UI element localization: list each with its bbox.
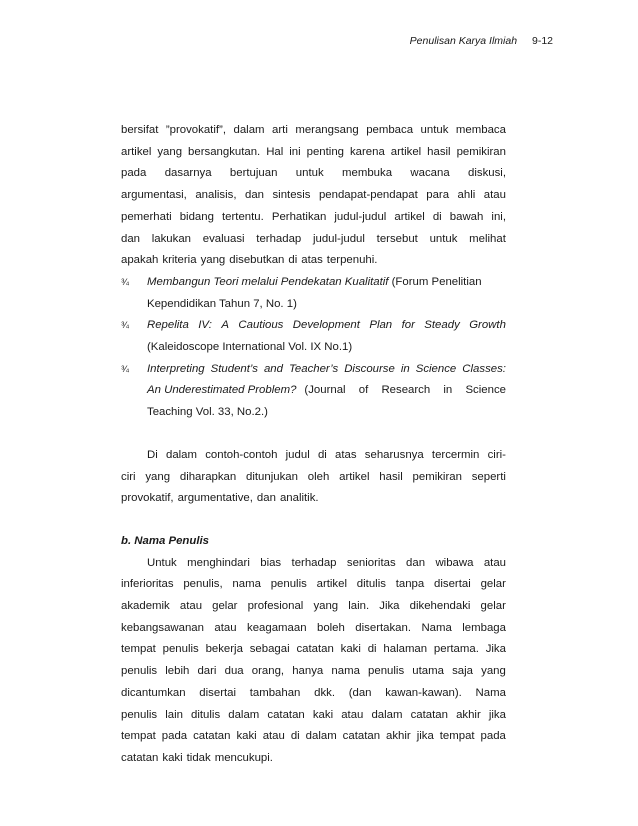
word: atau	[179, 600, 203, 613]
word: catatan	[121, 751, 159, 764]
word: penting	[306, 145, 345, 158]
reference-title: Membangun Teori melalui Pendekatan Kualitatif	[147, 275, 389, 288]
word: merangsang	[295, 124, 359, 136]
word: tanpa	[395, 578, 425, 591]
word: pemikiran	[456, 145, 506, 158]
word: yang	[481, 665, 506, 678]
word: wibawa	[435, 556, 474, 569]
word: lebih	[165, 665, 190, 678]
word: apakah	[121, 254, 159, 267]
text-line	[121, 705, 506, 727]
word: utama	[412, 665, 444, 678]
text-line	[121, 748, 506, 770]
word: wacana	[410, 167, 450, 180]
reference-line	[121, 380, 506, 402]
word: catatan	[193, 730, 231, 743]
word: Nama	[421, 621, 452, 634]
word: untuk	[295, 167, 324, 180]
word: of	[358, 384, 369, 397]
word: Repelita	[147, 319, 189, 332]
word: orang,	[251, 665, 285, 678]
word: penulis	[270, 578, 307, 591]
word: tercermin	[431, 448, 480, 461]
word: tempat	[121, 730, 156, 743]
word: nama	[331, 665, 360, 678]
word: disebutkan	[229, 254, 285, 267]
word: disertai	[199, 686, 237, 699]
word: mencukupi.	[214, 751, 273, 764]
reference-source	[304, 380, 506, 402]
word: untuk	[429, 232, 458, 245]
word: artikel	[339, 470, 370, 483]
word: kaki	[162, 751, 183, 764]
bullet-marker: ¾	[121, 276, 129, 288]
word: boleh	[316, 621, 345, 634]
word: penulis	[121, 708, 158, 721]
word: dasarnya	[164, 167, 212, 180]
word: ini	[289, 145, 301, 158]
word: (dan	[348, 686, 372, 699]
word: sintesis	[272, 189, 311, 202]
reference-title	[121, 359, 506, 381]
word: diskusi,	[468, 167, 506, 180]
word: bias	[260, 556, 282, 569]
word: arti	[272, 124, 288, 136]
word: Research	[381, 384, 431, 397]
paragraph-examples	[121, 445, 506, 510]
word: pemikiran	[412, 470, 462, 483]
word: dan	[121, 232, 141, 245]
word: di	[290, 730, 300, 743]
word: Discourse	[344, 362, 395, 375]
word: lakukan	[151, 232, 192, 245]
word: Perhatikan	[271, 210, 327, 223]
word: seperti	[471, 470, 506, 483]
word: terhadap	[291, 556, 337, 569]
word: disertai	[434, 578, 471, 591]
word: dari	[197, 665, 217, 678]
word: jika	[416, 730, 434, 743]
word: dalam	[371, 708, 403, 721]
word: senioritas	[346, 556, 396, 569]
word: argumentasi,	[121, 189, 187, 202]
word: dalam	[233, 124, 265, 136]
word: disertakan.	[355, 621, 412, 634]
word: ”provokatif”,	[165, 124, 226, 136]
word: Untuk	[147, 556, 177, 569]
word: atau	[341, 708, 364, 721]
word: artikel	[394, 210, 425, 223]
word: Jika	[379, 600, 400, 613]
reference-source-cont: Teaching Vol. 33, No.2.)	[147, 406, 268, 419]
word: penulis	[121, 665, 158, 678]
paragraph-nama-penulis	[121, 553, 506, 770]
word: pertama.	[433, 643, 479, 656]
word: Di	[147, 448, 158, 461]
word: kaki	[236, 730, 257, 743]
word: gelar	[212, 600, 238, 613]
word: profesional	[247, 600, 304, 613]
word: Steady	[424, 319, 460, 332]
word: Cautious	[238, 319, 284, 332]
word: Science	[465, 384, 506, 397]
bullet-marker: ¾	[121, 320, 129, 332]
word: kaki	[312, 708, 334, 721]
word: Student’s	[210, 362, 258, 375]
word: ditulis	[356, 578, 386, 591]
word: for	[401, 319, 415, 332]
word: kebangsawanan	[121, 621, 204, 634]
word: terhadap	[256, 232, 302, 245]
word: yang	[145, 470, 171, 483]
word: oleh	[307, 470, 330, 483]
reference-source: (Forum Penelitian	[391, 275, 482, 288]
word: catatan	[342, 730, 381, 743]
text-line	[121, 596, 506, 618]
word: artikel	[121, 145, 152, 158]
word: Development	[292, 319, 360, 332]
text-line	[121, 120, 506, 142]
word: Nama	[475, 686, 506, 699]
word: penulis,	[183, 578, 223, 591]
text-line	[121, 185, 506, 207]
word: (Journal	[304, 384, 346, 397]
word: atau	[214, 621, 237, 634]
text-line	[121, 163, 506, 185]
word: dan	[406, 556, 426, 569]
word: tempat	[439, 730, 475, 743]
text-line	[121, 683, 506, 705]
word: ditulis	[191, 708, 221, 721]
word: atau	[483, 189, 506, 202]
document-body	[121, 120, 506, 770]
text-line	[121, 467, 506, 489]
word: tambahan	[249, 686, 301, 699]
word: melihat	[469, 232, 506, 245]
word: analisis,	[195, 189, 237, 202]
word: in	[400, 362, 410, 375]
word: dan	[244, 189, 264, 202]
word: kaki	[340, 643, 361, 656]
word: para	[426, 189, 450, 202]
text-line	[121, 488, 506, 510]
word: membaca	[455, 124, 506, 136]
word: keagamaan	[247, 621, 307, 634]
page-number: 9-12	[531, 35, 553, 47]
word: akhir	[456, 708, 481, 721]
word: IV:	[198, 319, 212, 332]
word: penulis	[368, 665, 405, 678]
word: penulis	[162, 643, 199, 656]
section-heading: b. Nama Penulis	[121, 534, 209, 547]
word: pada	[480, 730, 506, 743]
word: Plan	[369, 319, 393, 332]
word: gelar	[480, 578, 506, 591]
word: hasil	[379, 470, 403, 483]
reference-title-cont: An Underestimated Problem?	[147, 384, 297, 397]
word: ciri	[121, 470, 136, 483]
text-line	[121, 229, 506, 251]
reference-line	[121, 272, 506, 294]
reference-item	[121, 315, 506, 358]
word: hasil	[427, 145, 451, 158]
word: di	[432, 210, 442, 223]
word: dicantumkan	[121, 686, 186, 699]
word: pada	[121, 167, 147, 180]
word: sebagai	[249, 643, 290, 656]
word: kriteria	[162, 254, 197, 267]
text-line	[121, 142, 506, 164]
word: seharusnya	[364, 448, 424, 461]
word: jika	[488, 708, 506, 721]
text-line	[121, 250, 506, 272]
word: yang	[200, 254, 226, 267]
word: dua	[224, 665, 244, 678]
reference-item	[121, 272, 506, 315]
word: akademik	[121, 600, 170, 613]
word: tertentu.	[222, 210, 264, 223]
word: artikel	[390, 145, 422, 158]
word: bidang	[179, 210, 214, 223]
word: ditunjukan	[246, 470, 298, 483]
word: provokatif,	[121, 492, 174, 505]
word: yang	[313, 600, 339, 613]
word: menghindari	[187, 556, 250, 569]
word: lain.	[348, 600, 370, 613]
page-header	[410, 35, 553, 47]
text-line	[121, 445, 506, 467]
word: ciri-	[487, 448, 506, 461]
word: dikehendaki	[409, 600, 471, 613]
word: tidak	[186, 751, 211, 764]
word: inferioritas	[121, 578, 174, 591]
word: Classes:	[462, 362, 506, 375]
word: Teacher’s	[288, 362, 339, 375]
word: argumentative,	[177, 492, 253, 505]
text-line	[121, 553, 506, 575]
reference-item	[121, 359, 506, 424]
word: tempat	[121, 643, 156, 656]
word: pada	[161, 730, 188, 743]
word: judul-judul	[334, 210, 387, 223]
word: lembaga	[462, 621, 506, 634]
text-line	[121, 661, 506, 683]
reference-source-cont: (Kaleidoscope International Vol. IX No.1)	[147, 341, 353, 354]
word: dalam	[165, 448, 198, 461]
word: nama	[232, 578, 261, 591]
word: Interpreting	[147, 362, 205, 375]
word: tersebut	[376, 232, 418, 245]
word: Growth	[469, 319, 506, 332]
word: atas	[301, 254, 323, 267]
word: terpenuhi.	[326, 254, 378, 267]
word: evaluasi	[202, 232, 245, 245]
word: analitik.	[279, 492, 319, 505]
word: catatan	[410, 708, 448, 721]
text-line	[121, 639, 506, 661]
word: atau	[262, 730, 285, 743]
word: and	[263, 362, 283, 375]
text-line	[121, 207, 506, 229]
word: kawan-kawan).	[385, 686, 462, 699]
word: membuka	[342, 167, 393, 180]
text-line	[121, 726, 506, 748]
word: pemerhati	[121, 210, 172, 223]
reference-source-cont: Kependidikan Tahun 7, No. 1)	[147, 297, 297, 310]
text-line	[121, 618, 506, 640]
word: in	[443, 384, 453, 397]
word: dan	[256, 492, 276, 505]
word: pendapat-pendapat	[318, 189, 418, 202]
word: lain	[165, 708, 183, 721]
word: artikel	[316, 578, 347, 591]
word: atau	[483, 556, 506, 569]
word: atas	[335, 448, 357, 461]
word: bersifat	[121, 124, 159, 136]
word: halaman	[383, 643, 428, 656]
word: pembaca	[366, 124, 414, 136]
word: bekerja	[205, 643, 243, 656]
word: A	[221, 319, 229, 332]
paragraph-intro	[121, 120, 506, 272]
word: catatan	[296, 643, 334, 656]
word: dkk.	[314, 686, 335, 699]
word: untuk	[420, 124, 449, 136]
word: saja	[452, 665, 474, 678]
word: Jika	[485, 643, 506, 656]
header-title: Penulisan Karya Ilmiah	[409, 35, 518, 47]
bullet-marker: ¾	[121, 363, 129, 375]
word: di	[317, 448, 327, 461]
word: diharapkan	[179, 470, 237, 483]
word: bertujuan	[229, 167, 278, 180]
reference-title	[121, 315, 506, 337]
word: akhir	[386, 730, 411, 743]
word: di	[288, 254, 298, 267]
word: dalam	[228, 708, 260, 721]
word: judul-judul	[312, 232, 365, 245]
word: bersangkutan.	[188, 145, 261, 158]
word: judul	[285, 448, 310, 461]
word: karena	[349, 145, 385, 158]
word: Science	[415, 362, 457, 375]
word: gelar	[480, 600, 506, 613]
text-line	[121, 574, 506, 596]
word: ahli	[457, 189, 476, 202]
word: ini,	[491, 210, 506, 223]
word: catatan	[267, 708, 305, 721]
word: di	[367, 643, 377, 656]
word: contoh-contoh	[205, 448, 278, 461]
word: yang	[157, 145, 183, 158]
word: hanya	[292, 665, 324, 678]
word: bawah	[449, 210, 484, 223]
word: dalam	[305, 730, 337, 743]
word: Hal	[266, 145, 284, 158]
